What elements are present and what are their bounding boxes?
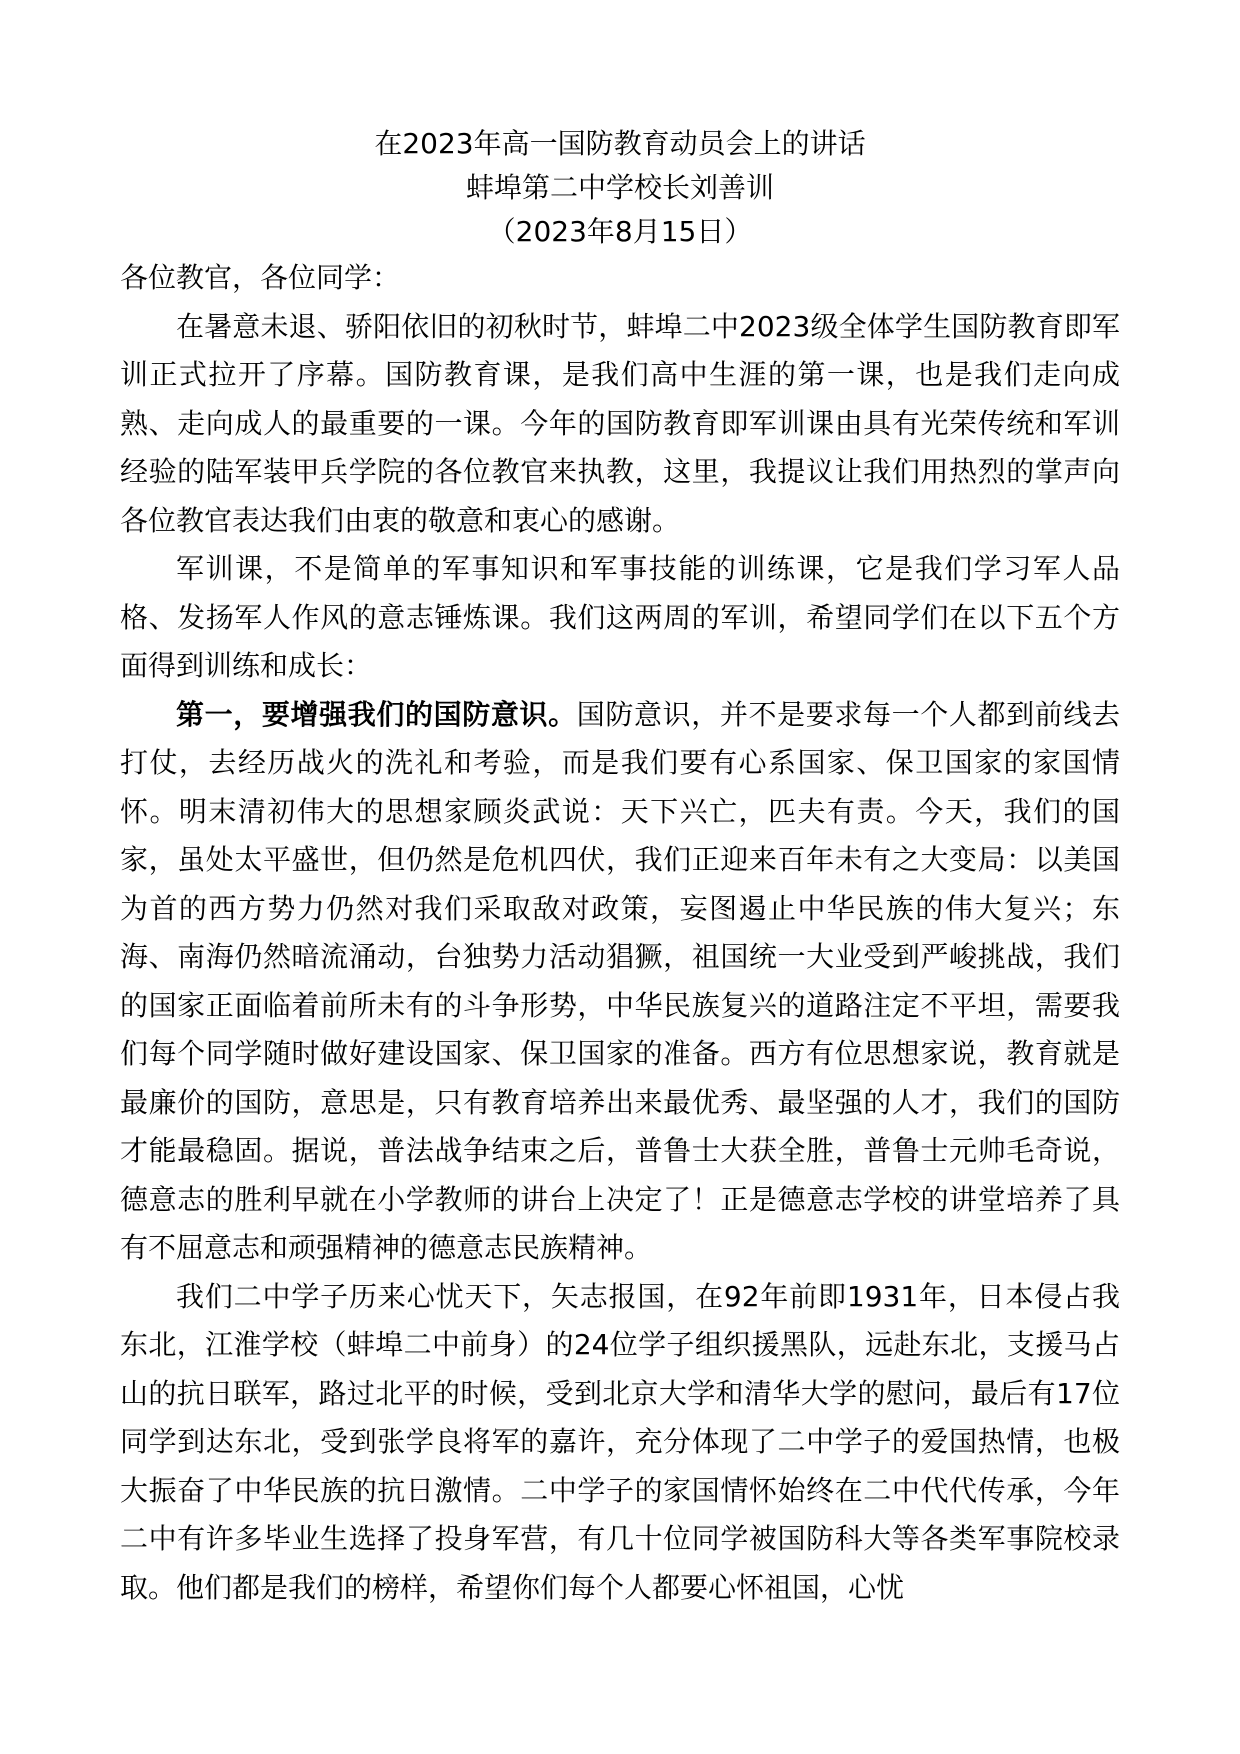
paragraph-1-text: 在暑意未退、骄阳依旧的初秋时节，蚌埠二中2023级全体学生国防教育即军训正式拉开了序幕。国防教育课，是我们高中生涯的第一课，也是我们走向成熟、走向成人的最重要的一课。今年的国防教育即军训课由具有光荣传统和军训经验的陆军装甲兵学院的各位教官来执教，这里，我提议让我们用热烈的掌声向各位教官表达我们由衷的敬意和衷心的感谢。 xyxy=(120,309,1120,537)
paragraph-1 xyxy=(120,303,1120,546)
paragraph-2 xyxy=(120,545,1120,691)
paragraph-3 xyxy=(120,691,1120,1273)
document-title: 在2023年高一国防教育动员会上的讲话 xyxy=(374,127,866,160)
paragraph-2-text: 军训课，不是简单的军事知识和军事技能的训练课，它是我们学习军人品格、发扬军人作风的意志锤炼课。我们这两周的军训，希望同学们在以下五个方面得到训练和成长： xyxy=(120,552,1120,682)
document-page xyxy=(120,122,1120,1612)
paragraph-4 xyxy=(120,1273,1120,1613)
paragraph-4-text: 我们二中学子历来心忧天下，矢志报国，在92年前即1931年，日本侵占我东北，江淮学校（蚌埠二中前身）的24位学子组织援黑队，远赴东北，支援马占山的抗日联军，路过北平的时候，受到北京大学和清华大学的慰问，最后有17位同学到达东北，受到张学良将军的嘉许，充分体现了二中学子的爱国热情，也极大振奋了中华民族的抗日激情。二中学子的家国情怀始终在二中代代传承，今年二中有许多毕业生选择了投身军营，有几十位同学被国防科大等各类军事院校录取。他们都是我们的榜样，希望你们每个人都要心怀祖国，心忧 xyxy=(120,1279,1120,1604)
salutation: 各位教官，各位同学： xyxy=(120,261,401,294)
speaker-line: 蚌埠第二中学校长刘善训 xyxy=(465,171,774,204)
paragraph-3-lead: 第一，要增强我们的国防意识。 xyxy=(176,697,577,731)
paragraph-3-text: 国防意识，并不是要求每一个人都到前线去打仗，去经历战火的洗礼和考验，而是我们要有心系国家、保卫国家的家国情怀。明末清初伟大的思想家顾炎武说：天下兴亡，匹夫有责。今天，我们的国家，虽处太平盛世，但仍然是危机四伏，我们正迎来百年未有之大变局：以美国为首的西方势力仍然对我们采取敌对政策，妄图遏止中华民族的伟大复兴；东海、南海仍然暗流涌动，台独势力活动猖獗，祖国统一大业受到严峻挑战，我们的国家正面临着前所未有的斗争形势，中华民族复兴的道路注定不平坦，需要我们每个同学随时做好建设国家、保卫国家的准备。西方有位思想家说，教育就是最廉价的国防，意思是，只有教育培养出来最优秀、最坚强的人才，我们的国防才能最稳固。据说，普法战争结束之后，普鲁士大获全胜，普鲁士元帅毛奇说，德意志的胜利早就在小学教师的讲台上决定了！正是德意志学校的讲堂培养了具有不屈意志和顽强精神的德意志民族精神。 xyxy=(120,697,1120,1264)
date-line: （2023年8月15日） xyxy=(487,215,753,248)
